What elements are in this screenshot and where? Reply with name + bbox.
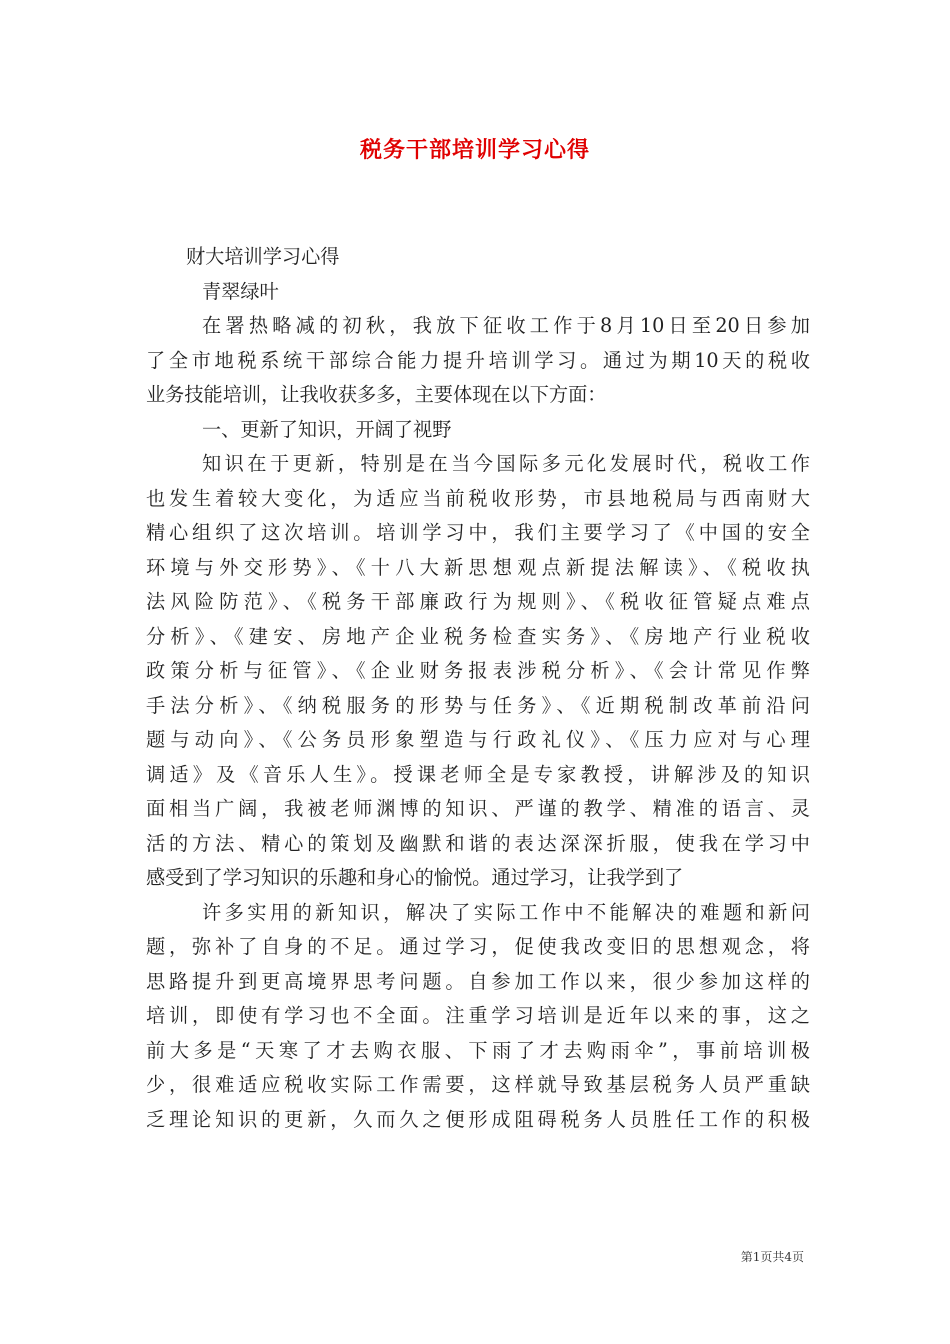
- paragraph-line: 感受到了学习知识的乐趣和身心的愉悦。通过学习，让我学到了: [146, 866, 684, 889]
- paragraph-line: 环境与外交形势》、《十八大新思想观点新提法解读》、《税收执: [146, 555, 810, 579]
- paragraph-line: 在署热略减的初秋，我放下征收工作于8月10日至20日参加: [202, 314, 810, 337]
- paragraph-line: 题与动向》、《公务员形象塑造与行政礼仪》、《压力应对与心理: [146, 728, 810, 751]
- paragraph-line: 乏理论知识的更新，久而久之便形成阻碍税务人员胜任工作的积极: [146, 1107, 810, 1131]
- page-number: 第1页共4页: [740, 1250, 804, 1264]
- paragraph-line: 培训，即使有学习也不全面。注重学习培训是近年以来的事，这之: [146, 1004, 810, 1027]
- paragraph-line: 活的方法、精心的策划及幽默和谐的表达深深折服，使我在学习中: [146, 831, 810, 855]
- paragraph-line: 题，弥补了自身的不足。通过学习，促使我改变旧的思想观念，将: [146, 935, 810, 958]
- document-body: [146, 240, 810, 1137]
- paragraph-line: 前大多是“天寒了才去购衣服、下雨了才去购雨伞”，事前培训极: [146, 1038, 810, 1062]
- paragraph-line: 了全市地税系统干部综合能力提升培训学习。通过为期10天的税收: [146, 348, 810, 372]
- paragraph-line: 精心组织了这次培训。培训学习中，我们主要学习了《中国的安全: [146, 521, 810, 544]
- paragraph-line: 少，很难适应税收实际工作需要，这样就导致基层税务人员严重缺: [146, 1073, 810, 1096]
- paragraph-line: 法风险防范》、《税务干部廉政行为规则》、《税收征管疑点难点: [146, 590, 810, 613]
- paragraph-line: 业务技能培训，让我收获多多，主要体现在以下方面：: [146, 383, 607, 406]
- section-heading: 一、更新了知识，开阔了视野: [202, 417, 452, 441]
- paragraph-line: 知识在于更新，特别是在当今国际多元化发展时代，税收工作: [202, 452, 810, 475]
- paragraph-line: 面相当广阔，我被老师渊博的知识、严谨的教学、精准的语言、灵: [146, 797, 810, 820]
- paragraph-line: 也发生着较大变化，为适应当前税收形势，市县地税局与西南财大: [146, 486, 810, 510]
- paragraph-line: 调适》及《音乐人生》。授课老师全是专家教授，讲解涉及的知识: [146, 762, 810, 786]
- paragraph-line: 分析》、《建安、房地产企业税务检查实务》、《房地产行业税收: [146, 624, 810, 648]
- page-title: 税务干部培训学习心得: [359, 137, 590, 163]
- paragraph-line: 手法分析》、《纳税服务的形势与任务》、《近期税制改革前沿问: [146, 693, 810, 717]
- text-line: 青翠绿叶: [202, 279, 279, 303]
- paragraph-line: 政策分析与征管》、《企业财务报表涉税分析》、《会计常见作弊: [146, 659, 810, 682]
- paragraph-line: 思路提升到更高境界思考问题。自参加工作以来，很少参加这样的: [146, 969, 810, 993]
- paragraph-line: 许多实用的新知识，解决了实际工作中不能解决的难题和新问: [202, 900, 810, 924]
- text-line: 财大培训学习心得: [186, 245, 340, 268]
